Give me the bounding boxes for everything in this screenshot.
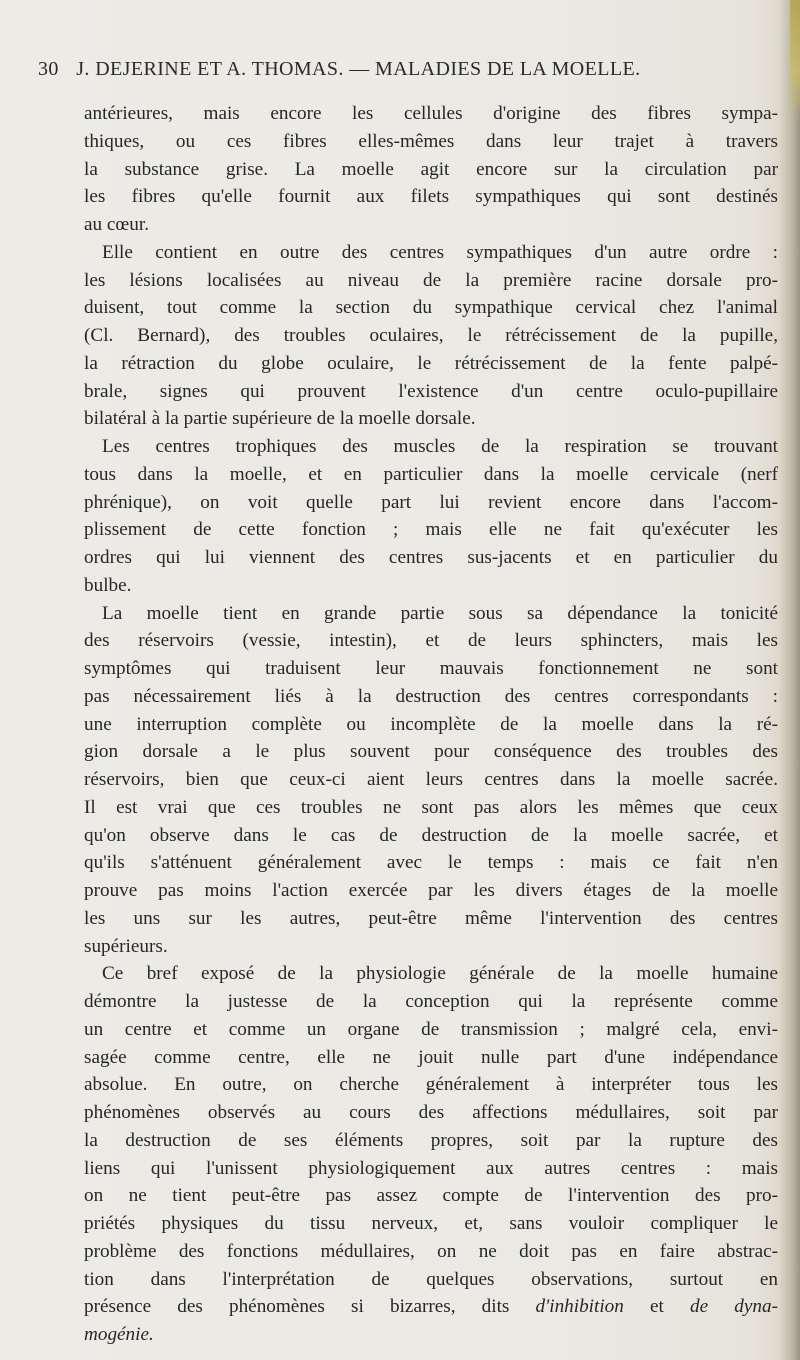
running-title: J. DEJERINE ET A. THOMAS. — MALADIES DE LA MOELLE.: [76, 58, 641, 80]
text-line: [84, 516, 778, 544]
page-number: 30: [38, 58, 59, 80]
text-line: [84, 239, 778, 267]
text-line: [84, 322, 778, 350]
running-header: [38, 58, 778, 88]
line-text: les lésions localisées au niveau de la première racine dorsale pro-: [84, 269, 778, 291]
line-text: réservoirs, bien que ceux-ci aient leurs centres dans la moelle sacrée.: [84, 769, 778, 790]
text-line: [84, 988, 778, 1016]
text-line: [84, 544, 778, 572]
text-line: [84, 1155, 778, 1183]
line-text: pas nécessairement liés à la destruction des centres correspondants :: [84, 685, 778, 707]
text-line: [84, 1099, 778, 1127]
line-text: Les centres trophiques des muscles de la respiration se trouvant: [102, 436, 778, 457]
text-line: [84, 378, 778, 406]
text-line: [84, 1293, 778, 1321]
text-line: [84, 433, 778, 461]
text-line: [84, 211, 778, 239]
line-text: et: [623, 1296, 691, 1318]
text-line: [84, 1210, 778, 1238]
text-line: [84, 905, 778, 933]
text-line: [84, 489, 778, 517]
line-text: priétés physiques du tissu nerveux, et, sans vouloir compliquer le: [84, 1213, 778, 1234]
line-text: gion dorsale a le plus souvent pour conséquence des troubles des: [84, 741, 778, 763]
text-line: [84, 1266, 778, 1294]
text-line: [84, 766, 778, 794]
text-line: [84, 794, 778, 822]
text-line: [84, 822, 778, 850]
text-line: [84, 738, 778, 766]
text-line: [84, 1016, 778, 1044]
line-text: la substance grise. La moelle agit encore sur la circulation par: [84, 158, 778, 180]
line-text: sagée comme centre, elle ne jouit nulle part d'une indépendance: [84, 1046, 778, 1068]
line-text: antérieures, mais encore les cellules d'origine des fibres sympa-: [84, 103, 778, 124]
line-text: bilatéral à la partie supérieure de la moelle dorsale.: [84, 408, 476, 430]
text-line: [84, 183, 778, 211]
text-line: [84, 405, 778, 433]
line-text: un centre et comme un organe de transmission ; malgré cela, envi-: [84, 1018, 778, 1040]
text-line: [84, 1238, 778, 1266]
text-line: [84, 267, 778, 295]
line-text: phénomènes observés au cours des affections médullaires, soit par: [84, 1102, 778, 1123]
text-line: [84, 933, 778, 961]
line-text: tion dans l'interprétation de quelques observations, surtout en: [84, 1268, 778, 1290]
line-text: phrénique), on voit quelle part lui revient encore dans l'accom-: [84, 491, 778, 513]
body-text: [84, 100, 778, 1349]
italic-word: de dyna-: [690, 1296, 778, 1318]
line-text: brale, signes qui prouvent l'existence d'un centre oculo-pupillaire: [84, 380, 778, 402]
italic-word: mogénie.: [84, 1324, 154, 1345]
line-text: symptômes qui traduisent leur mauvais fonctionnement ne sont: [84, 658, 778, 679]
line-text: présence des phénomènes si bizarres, dits: [84, 1296, 510, 1318]
line-text: duisent, tout comme la section du sympathique cervical chez l'animal: [84, 297, 778, 319]
text-line: [84, 683, 778, 711]
line-text: La moelle tient en grande partie sous sa dépendance la tonicité: [102, 602, 778, 624]
text-line: [84, 1127, 778, 1155]
text-line: [84, 294, 778, 322]
text-line: [84, 572, 778, 600]
text-line: [84, 128, 778, 156]
text-line: [84, 655, 778, 683]
page-edge-shadow: [778, 0, 800, 1360]
line-text: on ne tient peut-être pas assez compte de l'intervention des pro-: [84, 1185, 778, 1207]
line-text: la destruction de ses éléments propres, soit par la rupture des: [84, 1129, 778, 1151]
line-text: problème des fonctions médullaires, on ne doit pas en faire abstrac-: [84, 1240, 778, 1262]
line-text: au cœur.: [84, 214, 150, 235]
line-text: les uns sur les autres, peut-être même l'intervention des centres: [84, 907, 778, 929]
page-edge-stain: [790, 0, 800, 120]
text-line: [84, 461, 778, 489]
line-text: (Cl. Bernard), des troubles oculaires, le rétrécissement de la pupille,: [84, 325, 778, 346]
line-text: une interruption complète ou incomplète de la moelle dans la ré-: [84, 713, 778, 735]
line-text: des réservoirs (vessie, intestin), et de leurs sphincters, mais les: [84, 630, 778, 652]
line-text: liens qui l'unissent physiologiquement aux autres centres : mais: [84, 1157, 778, 1179]
text-line: [84, 1321, 778, 1349]
line-text: absolue. En outre, on cherche généralement à interpréter tous les: [84, 1074, 778, 1096]
line-text: la rétraction du globe oculaire, le rétrécissement de la fente palpé-: [84, 352, 778, 374]
line-text: thiques, ou ces fibres elles-mêmes dans leur trajet à travers: [84, 130, 778, 152]
text-line: [84, 1044, 778, 1072]
text-line: [84, 600, 778, 628]
line-text: démontre la justesse de la conception qui la représente comme: [84, 991, 778, 1012]
text-line: [84, 960, 778, 988]
text-line: [84, 1182, 778, 1210]
text-line: [84, 156, 778, 184]
line-text: plissement de cette fonction ; mais elle ne fait qu'exécuter les: [84, 519, 778, 541]
text-line: [84, 350, 778, 378]
text-line: [84, 100, 778, 128]
line-text: supérieurs.: [84, 935, 168, 957]
line-text: qu'on observe dans le cas de destruction de la moelle sacrée, et: [84, 824, 778, 846]
line-text: ordres qui lui viennent des centres sus-jacents et en particulier du: [84, 547, 778, 568]
line-text: tous dans la moelle, et en particulier dans la moelle cervicale (nerf: [84, 463, 778, 485]
line-text: Ce bref exposé de la physiologie générale de la moelle humaine: [102, 963, 778, 985]
line-text: qu'ils s'atténuent généralement avec le temps : mais ce fait n'en: [84, 852, 778, 874]
line-text: bulbe.: [84, 574, 132, 596]
text-line: [84, 711, 778, 739]
text-line: [84, 1071, 778, 1099]
line-text: les fibres qu'elle fournit aux filets sympathiques qui sont destinés: [84, 186, 778, 208]
text-line: [84, 627, 778, 655]
text-line: [84, 849, 778, 877]
line-text: Il est vrai que ces troubles ne sont pas alors les mêmes que ceux: [84, 796, 778, 818]
italic-word: d'inhibition: [535, 1296, 624, 1318]
line-text: Elle contient en outre des centres sympathiques d'un autre ordre :: [102, 241, 778, 263]
text-line: [84, 877, 778, 905]
line-text: prouve pas moins l'action exercée par les divers étages de la moelle: [84, 880, 778, 901]
